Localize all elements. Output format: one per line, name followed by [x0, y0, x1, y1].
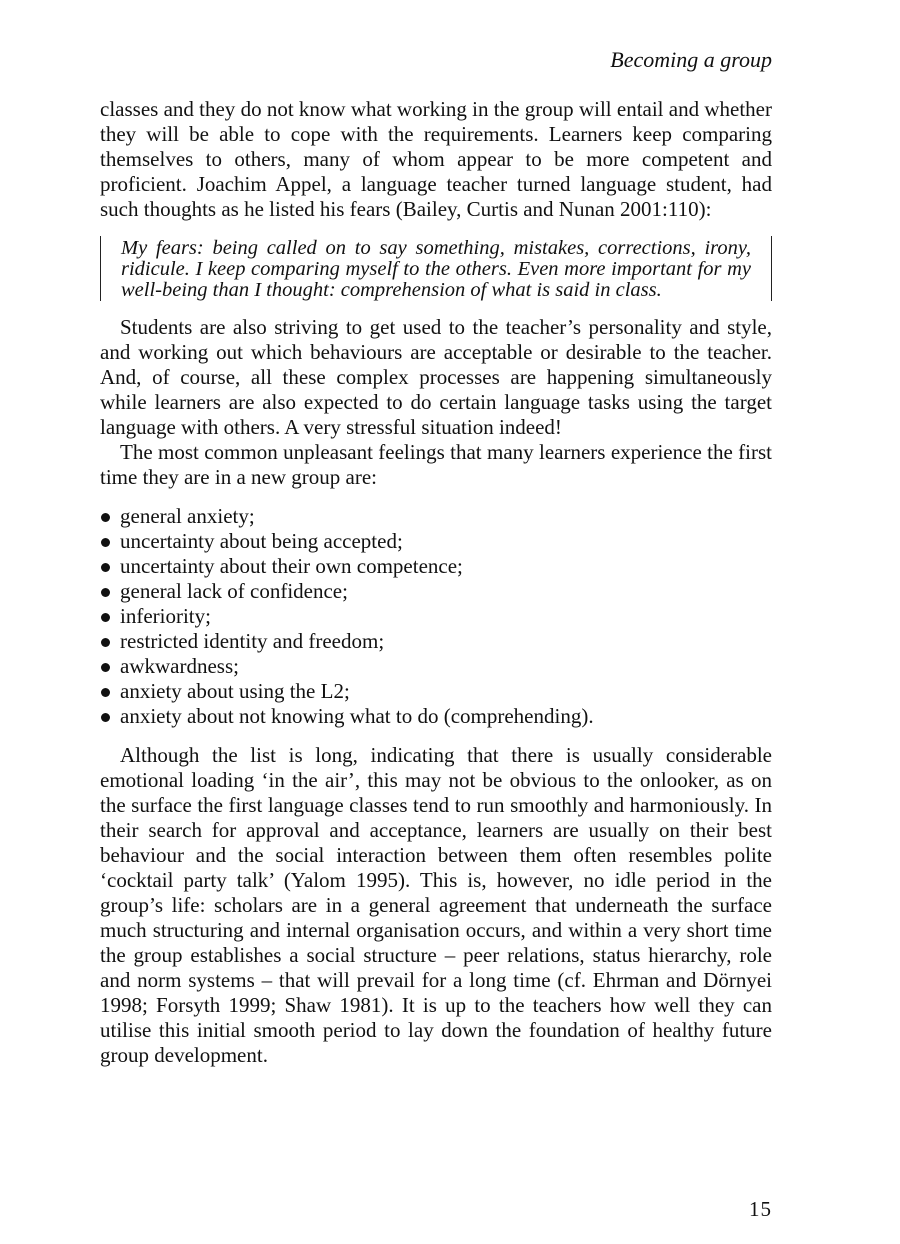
list-item: restricted identity and freedom; [100, 629, 772, 654]
list-item: awkwardness; [100, 654, 772, 679]
body-text [100, 97, 772, 1068]
list-item: anxiety about using the L2; [100, 679, 772, 704]
list-item: anxiety about not knowing what to do (comprehending). [100, 704, 772, 729]
block-quote: My fears: being called on to say something, mistakes, corrections, irony, ridicule. I keep comparing myself to the others. Even more important for my well-being than I thought: comprehension of what is said in class. [100, 236, 772, 301]
paragraph: Students are also striving to get used to the teacher’s personality and style, and working out which behaviours are acceptable or desirable to the teacher. And, of course, all these complex processes are happening simultaneously while learners are also expected to do certain language tasks using the target language with others. A very stressful situation indeed! [100, 315, 772, 439]
paragraph: The most common unpleasant feelings that many learners experience the first time they are in a new group are: [100, 440, 772, 489]
list-item: uncertainty about their own competence; [100, 554, 772, 579]
list-item: general anxiety; [100, 504, 772, 529]
page-number: 15 [749, 1197, 772, 1221]
running-head: Becoming a group [610, 47, 772, 72]
list-item: general lack of confidence; [100, 579, 772, 604]
list-item: inferiority; [100, 604, 772, 629]
paragraph: classes and they do not know what working in the group will entail and whether they will be able to cope with the requirements. Learners keep comparing themselves to others, many of whom appear to be more competent and proficient. Joachim Appel, a language teacher turned language student, had such thoughts as he listed his fears (Bailey, Curtis and Nunan 2001:110): [100, 97, 772, 221]
list-item: uncertainty about being accepted; [100, 529, 772, 554]
feelings-list [100, 504, 772, 729]
paragraph: Although the list is long, indicating that there is usually considerable emotional loading ‘in the air’, this may not be obvious to the onlooker, as on the surface the first language classes tend to run smoothly and harmoniously. In their search for approval and acceptance, learners are usually on their best behaviour and the social interaction between them often resembles polite ‘cocktail party talk’ (Yalom 1995). This is, however, no idle period in the group’s life: scholars are in a general agreement that underneath the surface much structuring and internal organisation occurs, and within a very short time the group establishes a social structure – peer relations, status hierarchy, role and norm systems – that will prevail for a long time (cf. Ehrman and Dörnyei 1998; Forsyth 1999; Shaw 1981). It is up to the teachers how well they can utilise this initial smooth period to lay down the foundation of healthy future group development. [100, 743, 772, 1067]
